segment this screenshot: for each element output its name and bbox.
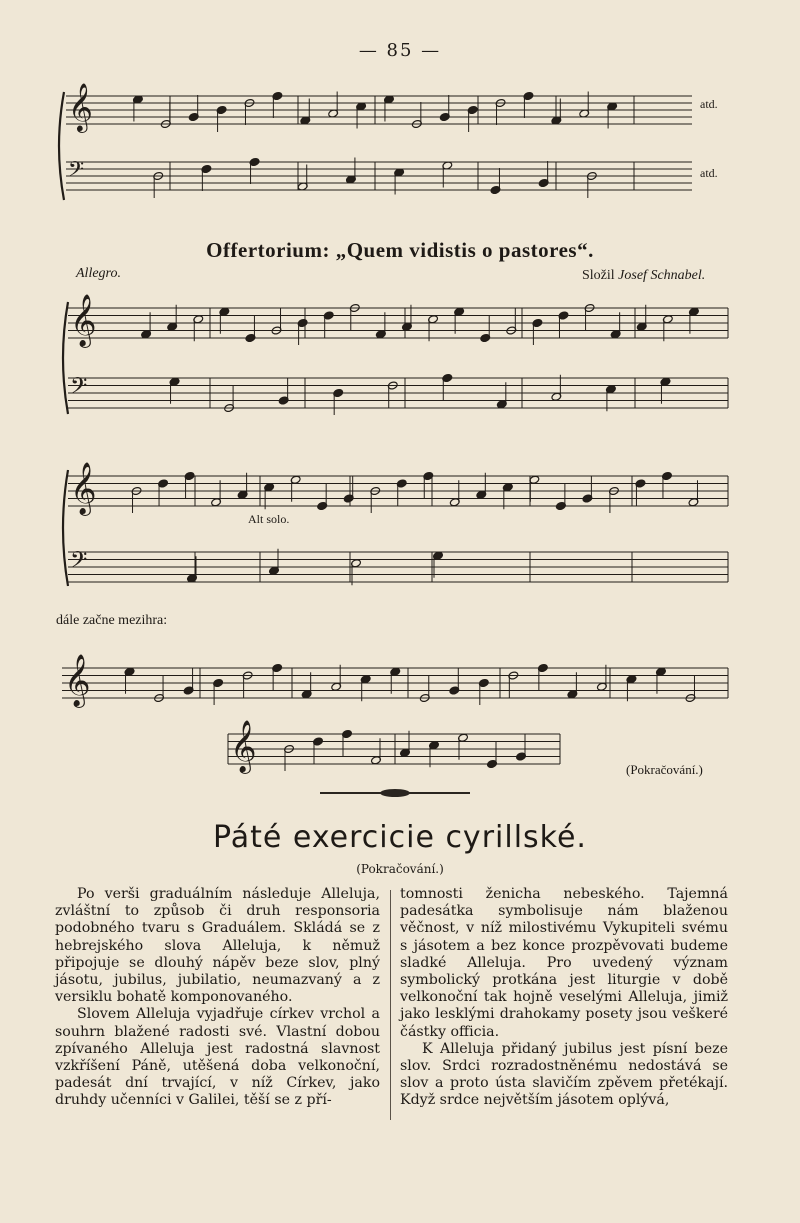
- offertory-title: Offertorium: „Quem vidistis o pastores“.: [206, 238, 594, 262]
- bass-clef-icon: 𝄢: [70, 373, 88, 405]
- alt-solo-label: Alt solo.: [248, 512, 290, 526]
- atd-marker-top: atd.: [700, 97, 718, 111]
- system-brace: [63, 302, 68, 414]
- music-continuation: (Pokračování.): [626, 762, 703, 777]
- bass-clef-icon: 𝄢: [70, 547, 88, 579]
- paragraph: Po verši graduálním následuje Alleluja, zvláštní to způsob či druh responsoria podobného tvaru s Graduálem. Skládá se z hebrejského slova Alleluja, k němuž připojuje se dlouhý nápěv beze slov, plný jásotu, jubilus, jubilatio, neumazvaný a z versiklu bohatě komponovaného.: [55, 886, 380, 1006]
- treble-clef-icon: 𝄞: [230, 719, 257, 772]
- atd-marker-bottom: atd.: [700, 166, 718, 180]
- system-brace: [63, 470, 68, 586]
- treble-clef-icon: 𝄞: [70, 293, 97, 346]
- treble-clef-icon: 𝄞: [64, 653, 91, 706]
- treble-clef-icon: 𝄞: [70, 461, 97, 514]
- composer-prefix: Složil: [582, 268, 615, 283]
- column-divider: [390, 890, 391, 1120]
- article-subtitle: (Pokračování.): [356, 862, 444, 876]
- section-divider-ornament: [320, 792, 470, 794]
- bass-clef-icon: 𝄢: [68, 157, 85, 187]
- article-column-right: [400, 886, 728, 1110]
- paragraph: Slovem Alleluja vyjadřuje církev vrchol a souhrn blažené radosti své. Vlastní dobou zpívaného Alleluja jest radostná slavnost vzkříšení Páně, utěšená doba velkonoční, padesát dní trvající, v níž Církev, jako druhdy učenníci v Galilei, těší se z pří-: [55, 1006, 380, 1109]
- paragraph: tomnosti ženicha nebeského. Tajemná padesátka symbolisuje nám blaženou věčnost, v níž milostivému Vykupiteli svému s jásotem a bez konce prozpěvovati budeme sladké Alleluja. Pro uvedený význam symbolický protkána jest liturgie v době velkonoční tak hojně veselými Alleluja, jimiž jako lesklými drahokamy posety jsou veškeré částky officia.: [400, 886, 728, 1040]
- composer-credit: [582, 268, 705, 284]
- system-brace: [59, 92, 64, 200]
- treble-clef-icon: 𝄞: [68, 82, 93, 132]
- article-column-left: [55, 886, 380, 1110]
- article-title: Páté exercicie cyrillské.: [213, 820, 587, 855]
- page-number: — 85 —: [358, 40, 442, 61]
- tempo-marking: Allegro.: [76, 266, 121, 281]
- paragraph: K Alleluja přidaný jubilus jest písní beze slov. Srdci rozradostněnému nedostává se slov a proto ústa slavičím zpěvem přetékají. Když srdce největším jásotem oplývá,: [400, 1040, 728, 1109]
- interlude-label: dále začne mezihra:: [56, 613, 168, 628]
- composer-name: Josef Schnabel.: [618, 268, 706, 283]
